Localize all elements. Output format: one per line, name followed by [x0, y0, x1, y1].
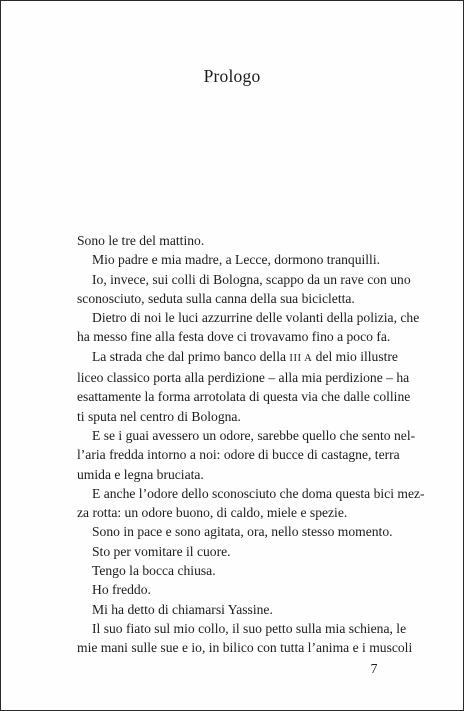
text-line: Dietro di noi le luci azzurrine delle volanti della polizia, che [92, 310, 420, 326]
text-segment: del mio illustre [315, 348, 398, 364]
text-line [77, 347, 398, 368]
text-line: l’aria fredda intorno a noi: odore di bucce di castagne, terra [77, 447, 400, 463]
class-name: III A [289, 352, 313, 364]
text-segment: La strada che dal primo banco della [92, 348, 287, 364]
text-line: E anche l’odore dello sconosciuto che doma questa bici mez- [92, 485, 425, 501]
text-line: umida e legna bruciata. [77, 466, 204, 482]
text-line: Mi ha detto di chiamarsi Yassine. [92, 601, 273, 617]
text-line: Io, invece, sui colli di Bologna, scappo da un rave con uno [92, 271, 411, 287]
text-line: Sto per vomitare il cuore. [92, 543, 231, 559]
text-line: Mio padre e mia madre, a Lecce, dormono tranquilli. [92, 252, 381, 268]
text-line: Il suo fiato sul mio collo, il suo petto sulla mia schiena, le [92, 620, 407, 636]
text-line: liceo classico porta alla perdizione – alla mia perdizione – ha [77, 370, 410, 386]
text-line: mie mani sulle sue e io, in bilico con tutta l’anima e i muscoli [77, 640, 413, 656]
text-line: Ho freddo. [92, 582, 151, 598]
text-line: esattamente la forma arrotolata di questa via che dalle colline [77, 389, 411, 405]
text-line: sconosciuto, seduta sulla canna della sua bicicletta. [77, 290, 355, 306]
text-line: Sono in pace e sono agitata, ora, nello stesso momento. [92, 524, 393, 540]
text-line: ha messo fine alla festa dove ci trovavamo fino a poco fa. [77, 329, 391, 345]
body-text [77, 231, 425, 658]
chapter-title: Prologo [203, 66, 261, 86]
page-number: 7 [370, 661, 378, 676]
text-line: ti sputa nel centro di Bologna. [77, 408, 241, 424]
text-line: Tengo la bocca chiusa. [92, 563, 216, 579]
text-line: za rotta: un odore buono, di caldo, miele e spezie. [77, 505, 348, 521]
text-line: E se i guai avessero un odore, sarebbe quello che sento nel- [92, 427, 416, 443]
text-line: Sono le tre del mattino. [77, 233, 205, 248]
